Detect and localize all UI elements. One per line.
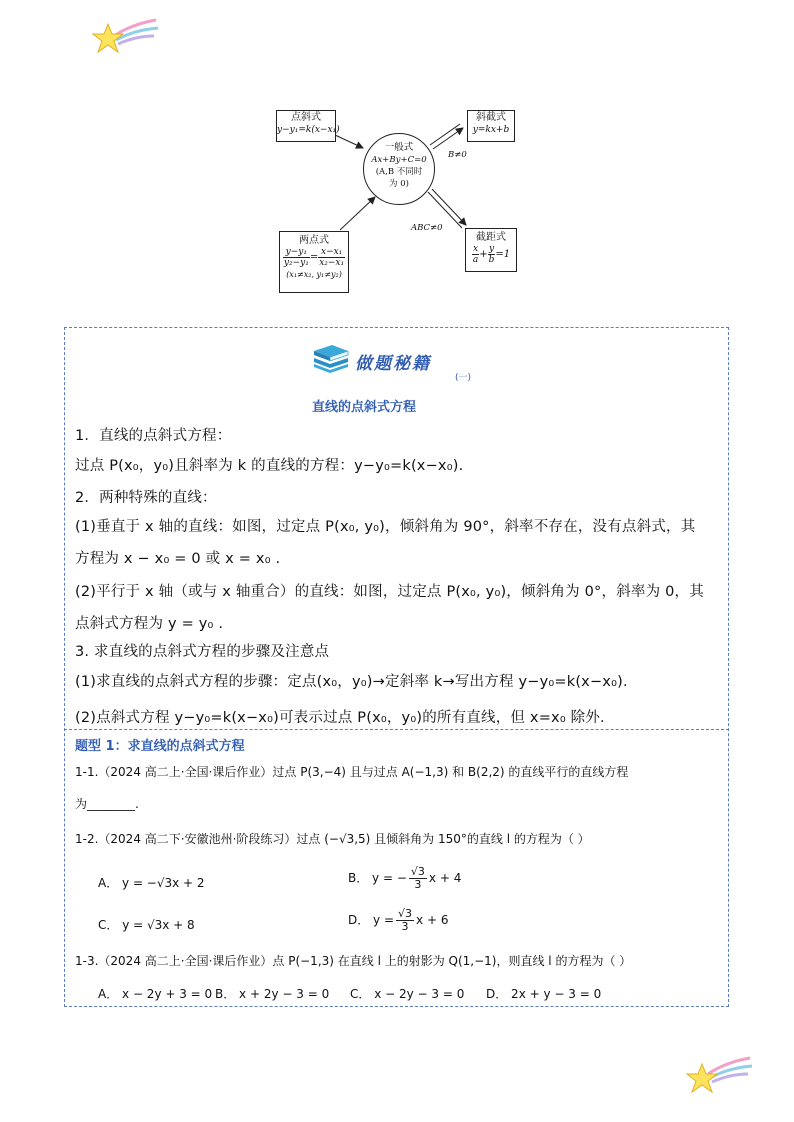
tips-line-7: 点斜式方程为 y = y₀ . xyxy=(75,616,224,632)
tips-line-1: 1．直线的点斜式方程： xyxy=(75,428,232,444)
tips-line-2: 过点 P(x₀，y₀)且斜率为 k 的直线的方程：y−y₀=k(x−x₀). xyxy=(75,458,464,474)
question-1-3-option-b[interactable]: B． x + 2y − 3 = 0 xyxy=(215,987,330,1001)
intercept-den-b: b xyxy=(488,255,495,265)
question-1-3-option-c[interactable]: C． x − 2y − 3 = 0 xyxy=(350,987,465,1001)
star-decoration-icon xyxy=(92,14,162,62)
tips-line-6: (2)平行于 x 轴（或与 x 轴重合）的直线：如图，过定点 P(x₀, y₀)，倾斜角为 0°，斜率为 0，其 xyxy=(75,584,704,600)
question-1-1-blank: 为________. xyxy=(75,797,139,811)
point-slope-box xyxy=(276,110,340,142)
question-1-2-option-d[interactable] xyxy=(348,908,448,933)
option-b-suffix: x + 4 xyxy=(428,871,462,885)
slope-intercept-box xyxy=(467,110,515,142)
two-point-den-left: y₂−y₁ xyxy=(283,258,309,268)
option-b-denominator: 3 xyxy=(414,878,422,891)
tips-line-5: 方程为 x − x₀ = 0 或 x = x₀ . xyxy=(75,551,281,567)
two-point-box xyxy=(279,231,349,293)
point-slope-formula: y−y₁=k(x−x₁) xyxy=(277,125,340,135)
tips-line-4: (1)垂直于 x 轴的直线：如图，过定点 P(x₀, y₀)，倾斜角为 90°，斜率不存在，没有点斜式，其 xyxy=(75,519,696,535)
point-slope-title: 点斜式 xyxy=(291,112,321,123)
slope-intercept-title: 斜截式 xyxy=(476,112,506,123)
question-1-3-option-d[interactable]: D． 2x + y − 3 = 0 xyxy=(486,987,602,1001)
option-d-suffix: x + 6 xyxy=(416,913,449,927)
option-d-numerator: √3 xyxy=(398,907,413,920)
intercept-equals-one: =1 xyxy=(495,249,511,260)
tips-line-9: (1)求直线的点斜式方程的步骤：定点(x₀，y₀)→定斜率 k→写出方程 y−y₀=k(x−x₀). xyxy=(75,674,628,690)
option-d-prefix: D． y = xyxy=(348,913,395,927)
section-divider xyxy=(64,729,729,730)
two-point-condition: (x₁≠x₂, y₁≠y₂) xyxy=(286,270,342,279)
intercept-box xyxy=(465,228,517,272)
intercept-title: 截距式 xyxy=(476,232,506,243)
general-form-formula: Ax+By+C=0 xyxy=(371,155,427,165)
question-1-3-option-a[interactable]: A． x − 2y + 3 = 0 xyxy=(98,987,213,1001)
tips-section-title: 直线的点斜式方程 xyxy=(312,400,417,415)
star-decoration-icon xyxy=(686,1052,756,1100)
tips-subtitle: (一) xyxy=(455,373,472,383)
option-d-denominator: 3 xyxy=(401,920,409,933)
tips-line-3: 2．两种特殊的直线： xyxy=(75,490,217,506)
slope-intercept-formula: y=kx+b xyxy=(472,125,510,135)
intercept-den-a: a xyxy=(472,255,479,265)
intercept-num-y: y xyxy=(488,244,495,254)
tips-line-10: (2)点斜式方程 y−y₀=k(x−x₀)可表示过点 P(x₀，y₀)的所有直线，但 x=x₀ 除外. xyxy=(75,710,605,726)
two-point-num-right: x−x₁ xyxy=(318,247,345,258)
two-point-den-right: x₂−x₁ xyxy=(319,258,345,268)
condition-b-label: B≠0 xyxy=(448,150,467,160)
question-1-3-text: 1-3.（2024 高二上·全国·课后作业）点 P(−1,3) 在直线 l 上的射影为 Q(1,−1)，则直线 l 的方程为（ ） xyxy=(75,954,632,968)
option-b-numerator: √3 xyxy=(410,865,425,878)
tips-line-8: 3. 求直线的点斜式方程的步骤及注意点 xyxy=(75,644,330,660)
question-1-2-option-a[interactable]: A． y = −√3x + 2 xyxy=(98,876,205,890)
general-form-circle xyxy=(363,133,435,205)
general-form-cond-1: (A,B 不同时 xyxy=(375,167,423,177)
question-1-2-option-c[interactable]: C． y = √3x + 8 xyxy=(98,918,195,932)
tips-title: 做题秘籍 xyxy=(355,354,431,374)
two-point-title: 两点式 xyxy=(299,235,329,246)
two-point-num-left: y−y₁ xyxy=(283,247,310,258)
option-b-prefix: B． y = − xyxy=(348,871,407,885)
condition-abc-label: ABC≠0 xyxy=(411,223,443,233)
general-form-title: 一般式 xyxy=(384,142,414,153)
question-1-2-option-b[interactable] xyxy=(348,866,461,891)
intercept-num-x: x xyxy=(473,244,479,254)
intercept-plus: + xyxy=(479,249,488,260)
books-icon xyxy=(312,343,350,373)
question-1-1-text: 1-1.（2024 高二上·全国·课后作业）过点 P(3,−4) 且与过点 A(−1,3) 和 B(2,2) 的直线平行的直线方程 xyxy=(75,765,629,779)
section-heading: 题型 1：求直线的点斜式方程 xyxy=(75,739,245,754)
general-form-cond-2: 为 0) xyxy=(389,179,409,189)
question-1-2-text: 1-2.（2024 高二下·安徽池州·阶段练习）过点 (−√3,5) 且倾斜角为 150°的直线 l 的方程为（ ） xyxy=(75,832,590,846)
two-point-equals: = xyxy=(309,252,319,263)
